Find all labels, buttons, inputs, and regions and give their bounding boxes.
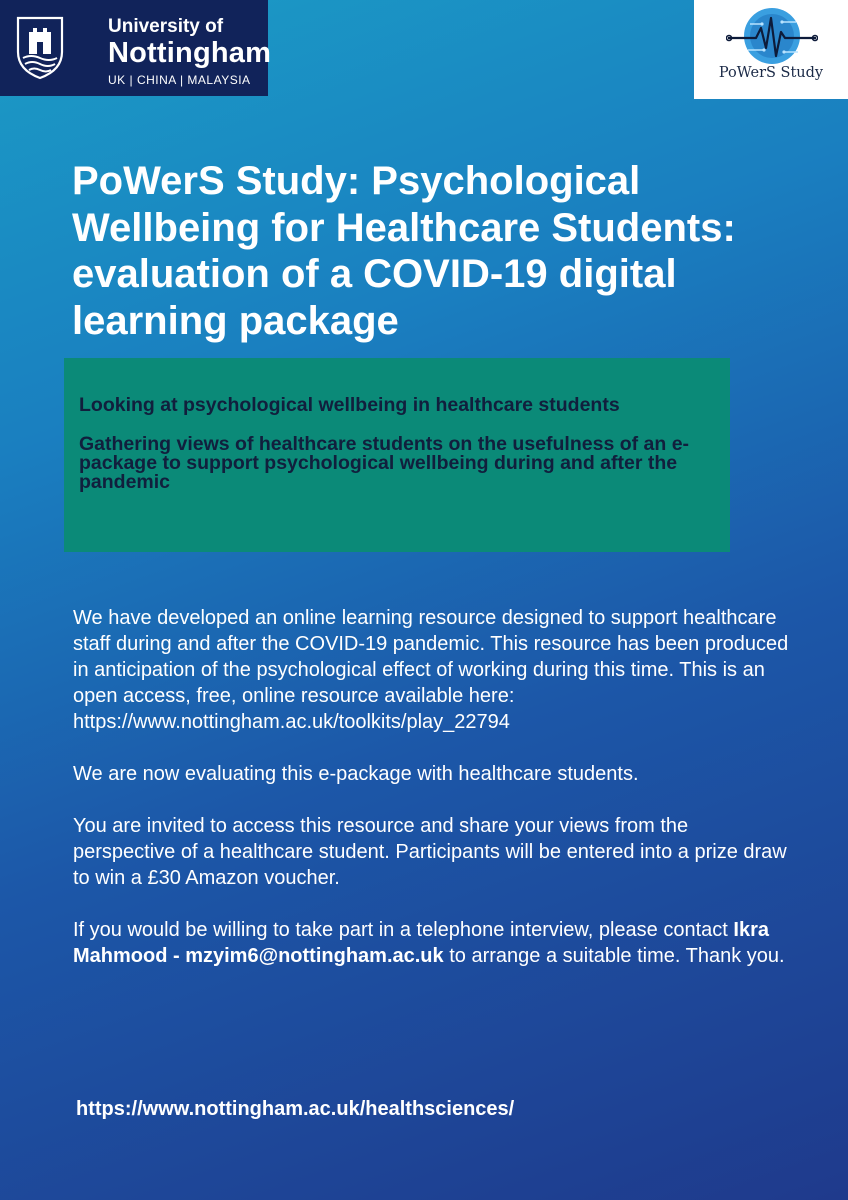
contact-intro-text: If you would be willing to take part in a telephone interview, please contact — [73, 919, 734, 941]
campuses-text: UK | CHINA | MALAYSIA — [108, 73, 251, 87]
study-aims-box — [64, 358, 730, 552]
evaluation-paragraph: We are now evaluating this e-package with healthcare students. — [73, 763, 639, 785]
description-section — [73, 605, 793, 995]
castle-crest-icon — [14, 14, 66, 80]
powers-study-logo — [694, 0, 848, 99]
circuit-heartbeat-icon — [726, 6, 818, 66]
nottingham-text: Nottingham — [108, 37, 272, 69]
contact-name-email[interactable]: Ikra Mahmood - mzyim6@nottingham.ac.uk — [73, 919, 769, 967]
invitation-paragraph: You are invited to access this resource and share your views from the perspective of a healthcare student. Participants will be entered into a prize draw to win a £30 Amazon voucher. — [73, 815, 787, 889]
university-of-text: University of — [108, 16, 224, 37]
resource-paragraph: We have developed an online learning resource designed to support healthcare staff during and after the COVID-19 pandemic. This resource has been produced in anticipation of the psychological effect of working during this time. This is an open access, free, online resource available here: https://www.nottingham.ac.uk/toolkits/play_22794 — [73, 607, 789, 733]
page-title: PoWerS Study: Psychological Wellbeing for Healthcare Students: evaluation of a COVID-19 digital learning package — [72, 159, 736, 343]
health-sciences-link[interactable]: https://www.nottingham.ac.uk/healthsciences/ — [76, 1098, 515, 1120]
contact-paragraph — [73, 917, 793, 969]
contact-outro-text: to arrange a suitable time. Thank you. — [443, 945, 785, 967]
aim-item: Gathering views of healthcare students on the usefulness of an e-package to support psychological wellbeing during and after the pandemic — [79, 433, 690, 493]
aim-item: Looking at psychological wellbeing in healthcare students — [79, 394, 620, 416]
powers-study-logo-text: PoWerS Study — [718, 65, 824, 81]
university-wordmark — [108, 16, 271, 89]
university-of-nottingham-logo — [0, 0, 272, 96]
